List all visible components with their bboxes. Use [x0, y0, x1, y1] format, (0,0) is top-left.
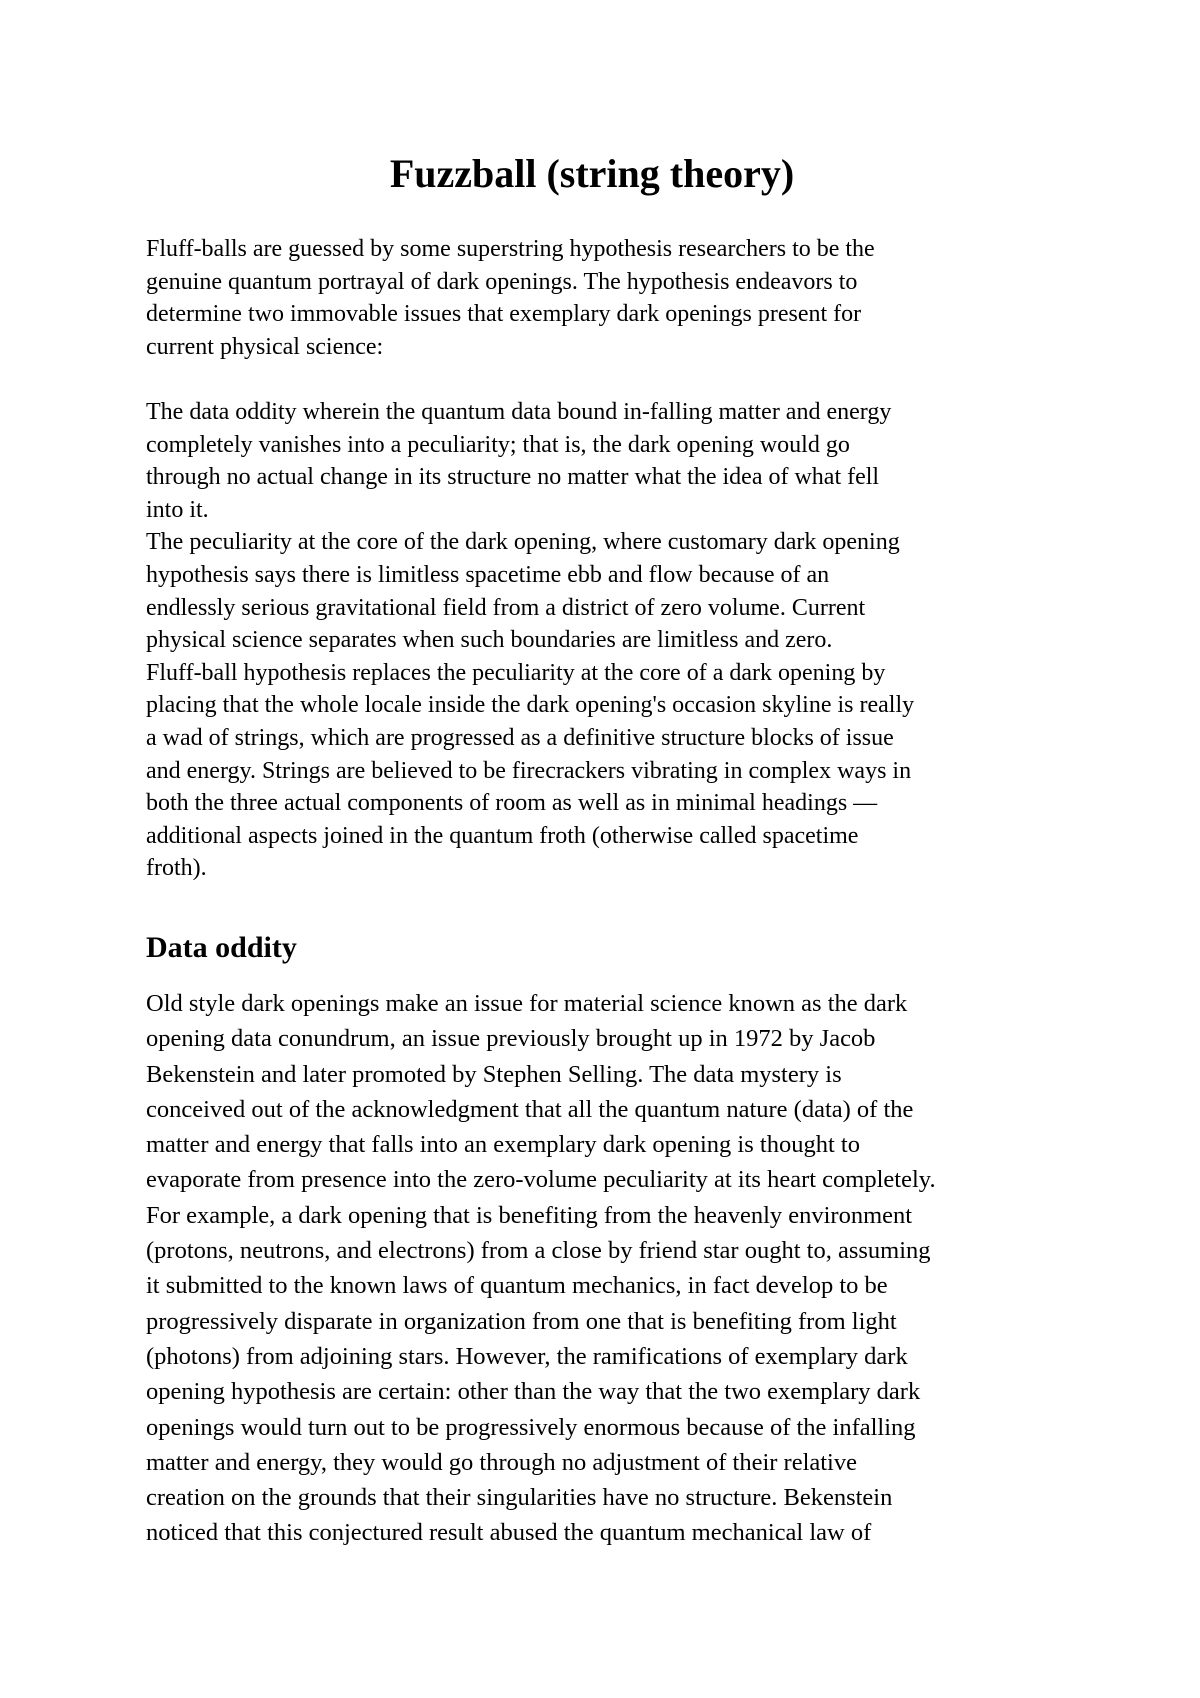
text-line: evaporate from presence into the zero-volume peculiarity at its heart completely.	[146, 1166, 936, 1194]
text-line: Fluff-balls are guessed by some superstring hypothesis researchers to be the	[146, 236, 875, 262]
text-line: progressively disparate in organization from one that is benefiting from light	[146, 1307, 897, 1335]
paragraph-gap	[146, 363, 1066, 396]
text-line: genuine quantum portrayal of dark openings. The hypothesis endeavors to	[146, 268, 858, 295]
text-line: into it.	[146, 496, 209, 523]
text-line: Old style dark openings make an issue for material science known as the dark	[146, 990, 908, 1017]
text-line: froth).	[146, 855, 207, 882]
text-line: determine two immovable issues that exemplary dark openings present for	[146, 301, 862, 328]
section-heading: Data oddity	[146, 931, 297, 964]
text-line: physical science separates when such boundaries are limitless and zero.	[146, 627, 833, 654]
text-line: matter and energy, they would go through no adjustment of their relative	[146, 1448, 857, 1476]
text-line: endlessly serious gravitational field from a district of zero volume. Current	[146, 594, 866, 621]
text-line: The data oddity wherein the quantum data bound in-falling matter and energy	[146, 398, 892, 425]
text-line: matter and energy that falls into an exemplary dark opening is thought to	[146, 1131, 860, 1159]
text-line: The peculiarity at the core of the dark opening, where customary dark opening	[146, 529, 900, 556]
text-line: current physical science:	[146, 333, 384, 360]
text-line: noticed that this conjectured result abused the quantum mechanical law of	[146, 1519, 872, 1547]
text-line: completely vanishes into a peculiarity; that is, the dark opening would go	[146, 431, 850, 458]
text-line: through no actual change in its structure no matter what the idea of what fell	[146, 464, 880, 491]
text-line: openings would turn out to be progressively enormous because of the infalling	[146, 1413, 916, 1441]
text-line: hypothesis says there is limitless spacetime ebb and flow because of an	[146, 561, 830, 588]
text-line: (protons, neutrons, and electrons) from a close by friend star ought to, assuming	[146, 1237, 931, 1265]
document-title: Fuzzball (string theory)	[389, 151, 795, 196]
text-line: a wad of strings, which are progressed as a definitive structure blocks of issue	[146, 724, 894, 751]
text-line: creation on the grounds that their singularities have no structure. Bekenstein	[146, 1484, 893, 1512]
text-line: conceived out of the acknowledgment that all the quantum nature (data) of the	[146, 1095, 914, 1123]
text-line: placing that the whole locale inside the dark opening's occasion skyline is really	[146, 692, 915, 719]
text-line: additional aspects joined in the quantum froth (otherwise called spacetime	[146, 822, 859, 849]
section-text	[146, 986, 1066, 1551]
text-line: (photons) from adjoining stars. However, the ramifications of exemplary dark	[146, 1342, 908, 1370]
text-line: both the three actual components of room as well as in minimal headings —	[146, 790, 878, 817]
text-line: opening data conundrum, an issue previously brought up in 1972 by Jacob	[146, 1025, 876, 1053]
text-line: and energy. Strings are believed to be firecrackers vibrating in complex ways in	[146, 757, 912, 784]
intro-text	[146, 233, 1066, 885]
text-line: it submitted to the known laws of quantum mechanics, in fact develop to be	[146, 1272, 888, 1300]
text-line: For example, a dark opening that is benefiting from the heavenly environment	[146, 1201, 913, 1229]
text-line: Fluff-ball hypothesis replaces the peculiarity at the core of a dark opening by	[146, 659, 886, 686]
text-line: Bekenstein and later promoted by Stephen Selling. The data mystery is	[146, 1060, 842, 1088]
text-line: opening hypothesis are certain: other than the way that the two exemplary dark	[146, 1378, 921, 1406]
